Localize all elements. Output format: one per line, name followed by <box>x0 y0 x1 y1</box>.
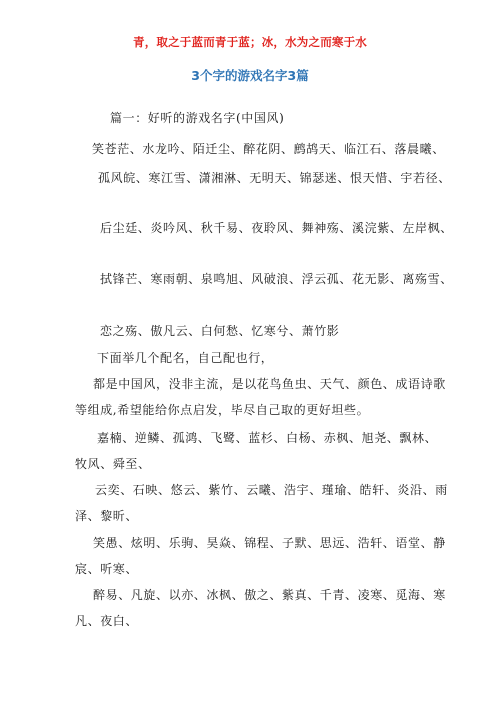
section-heading: 篇一：好听的游戏名字(中国风) <box>110 111 285 125</box>
header-slogan: 青，取之于蓝而青于蓝；冰，水为之而寒于水 <box>133 35 367 49</box>
paragraph-line: 拭锋芒、寒雨朝、泉鸣旭、风破浪、浮云孤、花无影、离殇雪、 <box>100 272 453 286</box>
paragraph-line: 孤风皖、寒江雪、潇湘淋、无明天、锦瑟迷、恨天惜、宇若径、 <box>98 171 451 185</box>
paragraph-line: 等组成,希望能给你点启发，毕尽自己取的更好坦些。 <box>75 403 370 417</box>
paragraph-line: 都是中国风，没非主流，是以花鸟鱼虫、天气、颜色、成语诗歌 <box>93 377 446 391</box>
paragraph-line: 笑苍茫、水龙吟、陌迁尘、醉花阴、鹧鸪天、临江石、落晨曦、 <box>92 142 445 156</box>
paragraph-line: 恋之殇、傲凡云、白何愁、忆寒兮、萧竹影 <box>100 324 340 338</box>
paragraph-line: 牧风、舜至、 <box>75 457 151 471</box>
paragraph-line: 醉易、凡旋、以亦、冰枫、傲之、紫真、千青、凌寒、觅海、寒 <box>93 588 446 602</box>
paragraph-line: 宸、听寒、 <box>75 562 139 576</box>
paragraph-line: 嘉楠、逆鳞、孤鸿、飞鹭、蓝杉、白杨、赤枫、旭尧、飘林、 <box>97 431 438 445</box>
paragraph-line: 下面举几个配名，自己配也行， <box>97 351 274 365</box>
paragraph-line: 凡、夜白、 <box>75 614 139 628</box>
paragraph-line: 笑愚、炫明、乐驹、昊焱、锦程、子默、思远、浩轩、语堂、静 <box>93 536 446 550</box>
document-title: 3个字的游戏名字3篇 <box>191 68 309 83</box>
paragraph-line: 泽、黎昕、 <box>75 509 139 523</box>
paragraph-line: 后尘廷、炎吟风、秋千易、夜聆风、舞神殇、溪浣紫、左岸枫、 <box>100 221 453 235</box>
paragraph-line: 云奕、石映、悠云、紫竹、云曦、浩宇、瑾瑜、皓轩、炎沿、雨 <box>95 483 448 497</box>
